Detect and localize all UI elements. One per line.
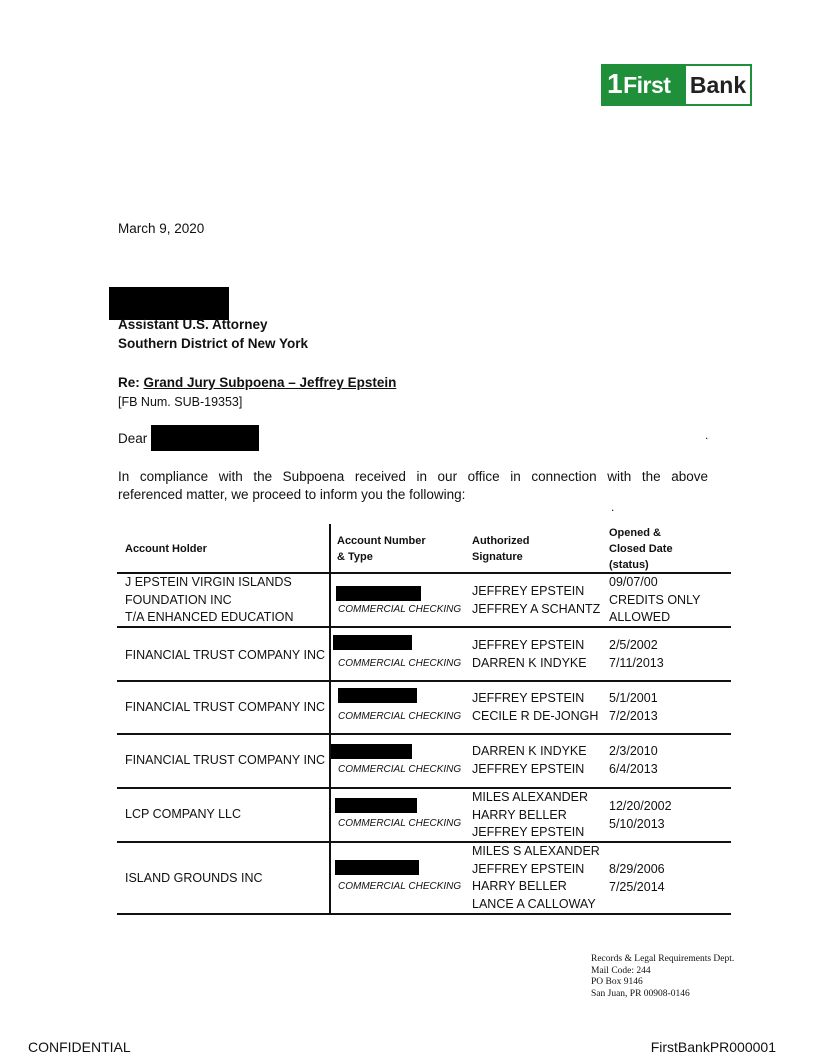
stray-dot: . [611,500,615,514]
body-line-1: In compliance with the Subpoena received in our office in connection with the above [118,469,708,484]
re-label: Re: [118,375,144,390]
header-authorized-signature [472,533,529,565]
date-line: 2/5/2002 [609,638,658,652]
signers-cell [472,843,600,913]
account-type: COMMERCIAL CHECKING [338,604,462,615]
row-separator [117,841,731,843]
recipient-district: Southern District of New York [118,336,309,351]
header-account-number-line2: & Type [337,551,373,563]
fb-number: [FB Num. SUB-19353] [118,395,243,409]
date-line: 2/3/2010 [609,744,658,758]
date-line: CREDITS ONLY [609,592,701,607]
account-holder-line: J EPSTEIN VIRGIN ISLANDS [125,575,292,589]
account-holder-line: FOUNDATION INC [125,592,232,607]
account-holder-cell: LCP COMPANY LLC [125,807,242,821]
account-type: COMMERCIAL CHECKING [338,711,462,722]
account-holder-cell: ISLAND GROUNDS INC [125,871,263,885]
account-holder-cell [125,574,294,627]
body-line-2: referenced matter, we proceed to inform you the following: [118,487,466,502]
signer: MILES ALEXANDER [472,790,589,804]
date-line: 7/25/2014 [609,879,665,894]
date-line: 5/1/2001 [609,691,658,705]
row-separator [117,733,731,735]
account-type: COMMERCIAL CHECKING [338,764,462,775]
signer: JEFFREY EPSTEIN [472,861,585,876]
redacted-account-number [331,744,412,759]
logo-bank: Bank [689,71,747,98]
header-account-number [337,533,426,565]
signer: JEFFREY A SCHANTZ [472,601,601,616]
signers-cell [472,583,600,618]
account-type: COMMERCIAL CHECKING [338,658,462,669]
signers-cell [472,743,587,778]
account-holder-cell: FINANCIAL TRUST COMPANY INC [125,753,326,767]
signer: JEFFREY EPSTEIN [472,584,585,598]
row-separator [117,680,731,682]
header-dates-line3: (status) [609,559,649,571]
confidential-label: CONFIDENTIAL [28,1039,131,1055]
header-dates [609,525,673,573]
header-account-number-line1: Account Number [337,535,426,547]
signer: DARREN K INDYKE [472,744,587,758]
dates-cell [609,574,700,627]
date-line: 7/2/2013 [609,708,658,723]
dates-cell [609,798,672,833]
account-holder-line: T/A ENHANCED EDUCATION [125,610,294,624]
date-line: 8/29/2006 [609,862,665,876]
account-type: COMMERCIAL CHECKING [338,818,462,829]
bates-number: FirstBankPR000001 [650,1039,776,1055]
address-line-4: San Juan, PR 00908-0146 [591,988,690,999]
signers-cell [472,789,588,842]
signer: HARRY BELLER [472,807,567,822]
letter-date: March 9, 2020 [118,221,205,236]
header-dates-line2: Closed Date [609,543,673,555]
redacted-account-number [333,635,412,650]
re-subject: Grand Jury Subpoena – Jeffrey Epstein [143,375,397,390]
department-address [591,954,734,1000]
header-account-holder: Account Holder [125,543,207,555]
address-line-3: PO Box 9146 [591,977,643,987]
address-line-1: Records & Legal Requirements Dept. [591,954,735,964]
redacted-account-number [335,860,419,875]
signer: DARREN K INDYKE [472,655,587,670]
address-line-2: Mail Code: 244 [591,965,651,976]
logo-first: First [623,71,671,98]
header-signature-line1: Authorized [472,535,530,547]
dates-cell [609,690,658,725]
account-holder-cell: FINANCIAL TRUST COMPANY INC [125,700,326,714]
signer: LANCE A CALLOWAY [472,896,596,911]
redacted-account-number [338,688,417,703]
signer: JEFFREY EPSTEIN [472,638,585,652]
date-line: 09/07/00 [609,575,658,589]
row-separator [117,626,731,628]
header-signature-line2: Signature [472,551,523,563]
dates-cell [609,861,665,896]
body-paragraph [118,468,708,504]
signer: JEFFREY EPSTEIN [472,761,585,776]
signers-cell [472,690,598,725]
account-holder-cell: FINANCIAL TRUST COMPANY INC [125,648,326,662]
signer: JEFFREY EPSTEIN [472,825,585,839]
logo-green-block [603,66,686,104]
redacted-account-number [336,586,421,601]
date-line: 12/20/2002 [609,799,672,813]
signers-cell [472,637,587,672]
dates-cell [609,743,658,778]
salutation: Dear [118,431,148,446]
recipient-title: Assistant U.S. Attorney [118,317,268,332]
logo-one: 1 [607,68,623,99]
stray-dot: . [705,428,709,442]
dates-cell [609,637,664,672]
date-line: 5/10/2013 [609,816,665,831]
redacted-account-number [335,798,417,813]
date-line: 6/4/2013 [609,761,658,776]
date-line: 7/11/2013 [609,655,664,670]
header-dates-line1: Opened & [609,527,661,539]
table-bottom-border [117,913,731,915]
signer: MILES S ALEXANDER [472,844,600,858]
redacted-salutation-name [151,425,259,451]
column-divider [329,524,331,914]
signer: CECILE R DE-JONGH [472,708,599,723]
row-separator [117,787,731,789]
firstbank-logo [601,64,752,106]
re-line [118,374,396,392]
account-type: COMMERCIAL CHECKING [338,881,462,892]
signer: JEFFREY EPSTEIN [472,691,585,705]
signer: HARRY BELLER [472,879,567,893]
date-line: ALLOWED [609,610,671,624]
